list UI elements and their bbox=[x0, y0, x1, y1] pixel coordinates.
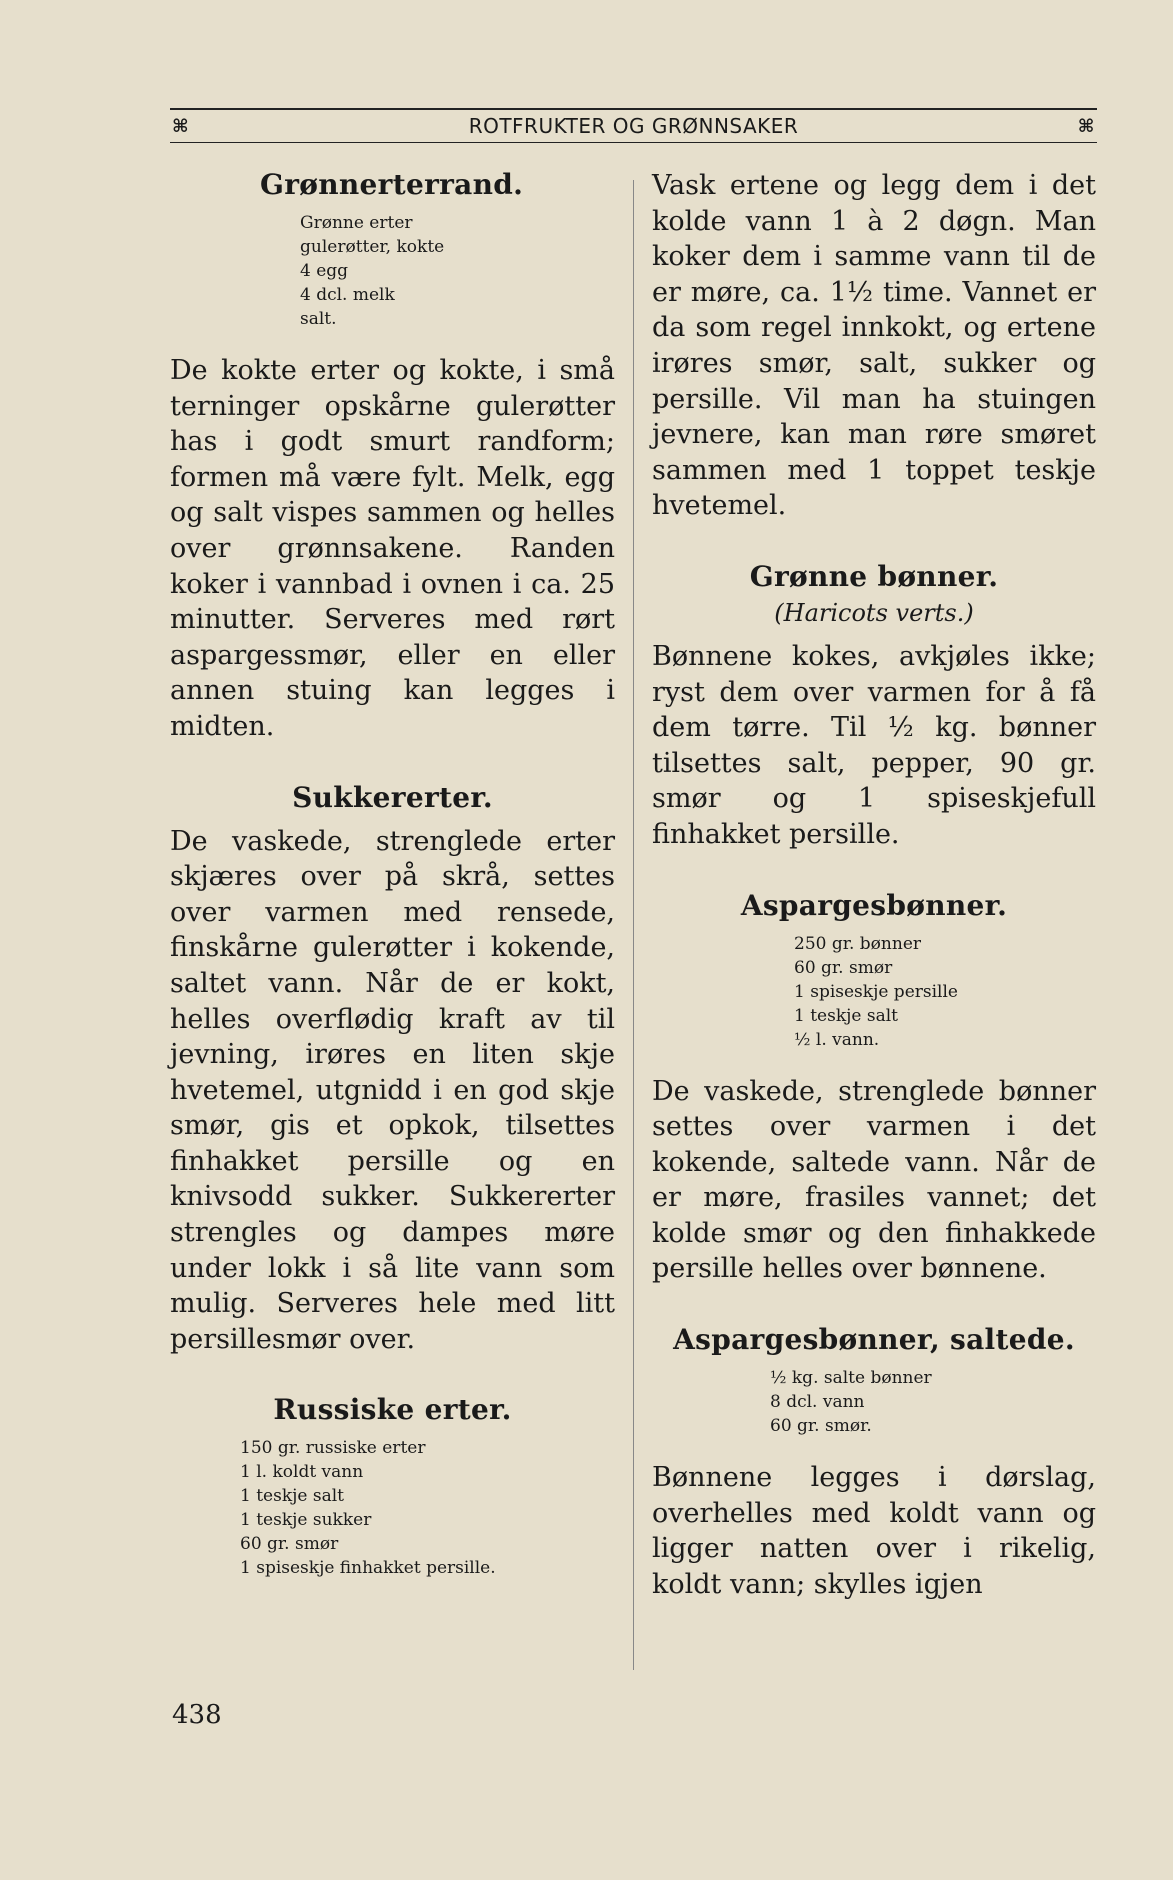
right-column bbox=[652, 168, 1096, 1602]
running-head bbox=[170, 108, 1097, 143]
ingredient-item: 1 teskje salt bbox=[240, 1486, 345, 1507]
recipe-text-aspargesbonner-saltede: Bønnene legges i dørslag, overhelles med koldt vann og ligger natten over i rikelig, koldt vann; skylles igjen bbox=[652, 1462, 1096, 1600]
ingredient-item: gulerøtter, kokte bbox=[300, 237, 445, 257]
running-head-title: ROTFRUKTER OG GRØNNSAKER bbox=[468, 114, 799, 138]
ingredient-list-gronnerterrand bbox=[170, 211, 615, 331]
ingredient-item: salt. bbox=[300, 309, 337, 329]
column-divider bbox=[633, 180, 634, 1670]
recipe-title-gronnerterrand: Grønnerterrand. bbox=[260, 168, 524, 201]
recipe-title-aspargesbonner-saltede: Aspargesbønner, saltede. bbox=[673, 1323, 1075, 1357]
ingredient-item: 250 gr. bønner bbox=[794, 933, 922, 954]
ingredient-item: ½ kg. salte bønner bbox=[770, 1368, 932, 1389]
recipe-text-aspargesbonner: De vaskede, strenglede bønner settes over varmen i det kokende, saltede vann. Når de er møre, frasiles vannet; det kolde smør og den finhakkede persille helles over bønnene. bbox=[652, 1075, 1096, 1285]
ingredient-list-aspargesbonner bbox=[652, 932, 1096, 1052]
ingredient-item: 60 gr. smør. bbox=[770, 1416, 872, 1437]
ingredient-item: 60 gr. smør bbox=[794, 957, 893, 978]
ingredient-item: 1 spiseskje finhakket persille. bbox=[240, 1558, 496, 1579]
ornament-left-icon: ⌘ bbox=[172, 115, 190, 137]
recipe-text-gronne-bonner: Bønnene kokes, avkjøles ikke; ryst dem over varmen for å få dem tørre. Til ½ kg. bønner tilsettes salt, pepper, 90 gr. smør og 1 spiseskjefull finhakket persille. bbox=[652, 640, 1096, 850]
ingredient-list-aspargesbonner-saltede bbox=[652, 1366, 1096, 1438]
ingredient-item: 60 gr. smør bbox=[240, 1534, 339, 1555]
recipe-title-aspargesbonner: Aspargesbønner. bbox=[740, 888, 1008, 922]
ingredient-item: 4 dcl. melk bbox=[300, 285, 395, 305]
ingredient-item: 8 dcl. vann bbox=[770, 1392, 865, 1413]
ingredient-item: 150 gr. russiske erter bbox=[240, 1438, 426, 1459]
ingredient-item: 1 l. koldt vann bbox=[240, 1462, 364, 1483]
ingredient-item: 1 spiseskje persille bbox=[794, 981, 958, 1002]
ingredient-list-russiske-erter bbox=[170, 1436, 615, 1580]
recipe-text-gronnerterrand: De kokte erter og kokte, i små terninger opskårne gulerøtter has i godt smurt randform; formen må være fylt. Melk, egg og salt vispes sammen og helles over grønnsakene. Randen koker i vannbad i ovnen i ca. 25 minutter. Serveres med rørt aspargessmør, eller en eller annen stuing kan legges i midten. bbox=[170, 355, 615, 742]
ingredient-item: ½ l. vann. bbox=[794, 1029, 880, 1050]
ingredient-item: 4 egg bbox=[300, 261, 349, 281]
recipe-text-russiske-erter-continued: Vask ertene og legg dem i det kolde vann 1 à 2 døgn. Man koker dem i samme vann til de er møre, ca. 1½ time. Vannet er da som regel innkokt, og ertene irøres smør, salt, sukker og persille. Vil man ha stuingen jevnere, kan man røre smøret sammen med 1 toppet teskje hvetemel. bbox=[652, 170, 1096, 522]
recipe-title-gronne-bonner: Grønne bønner. bbox=[749, 559, 999, 593]
ornament-right-icon: ⌘ bbox=[1077, 115, 1095, 137]
ingredient-item: 1 teskje salt bbox=[794, 1005, 899, 1026]
recipe-text-sukkererter: De vaskede, strenglede erter skjæres over på skrå, settes over varmen med rensede, finskårne gulerøtter i kokende, saltet vann. Når de er kokt, helles overflødig kraft av til jevning, irøres en liten skje hvetemel, utgnidd i en god skje smør, gis et opkok, tilsettes finhakket persille og en knivsodd sukker. Sukkererter strengles og dampes møre under lokk i så lite vann som mulig. Serveres hele med litt persillesmør over. bbox=[170, 825, 615, 1355]
left-column bbox=[170, 168, 615, 1602]
ingredient-item: 1 teskje sukker bbox=[240, 1510, 372, 1531]
recipe-title-russiske-erter: Russiske erter. bbox=[273, 1393, 512, 1427]
recipe-subtitle-haricots-verts: (Haricots verts.) bbox=[774, 598, 974, 627]
page-number: 438 bbox=[172, 1700, 222, 1730]
recipe-title-sukkererter: Sukkererter. bbox=[292, 780, 493, 814]
ingredient-item: Grønne erter bbox=[300, 213, 413, 233]
